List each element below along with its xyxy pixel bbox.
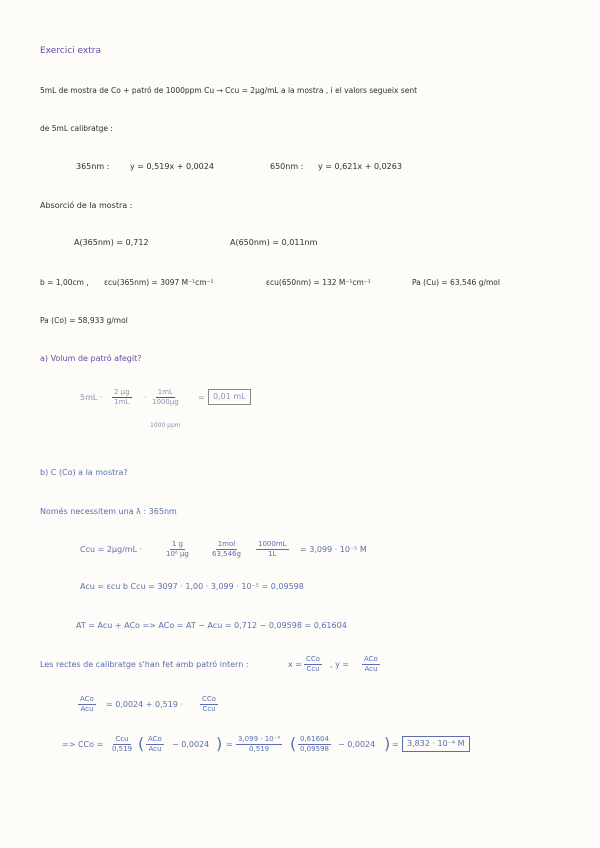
path-length: b = 1,00cm , [40,278,89,287]
ccu-f3-num: 1000mL [258,540,287,548]
eq-lhs-num: ACo [80,695,94,703]
eq-rhs-num: CCo [202,695,217,703]
y-den: Acu [364,665,378,673]
final-p1-num: ACo [148,735,162,743]
ccu-f3-den: 1L [268,550,277,558]
ccu-f1-num: 1 g [171,540,183,548]
part-b-intro: Només necessitem una λ : 365nm [40,507,177,516]
epsilon-cu-650: εcu(650nm) = 132 M⁻¹cm⁻¹ [266,278,371,287]
final-f2-den: 0,519 [249,745,270,753]
final-f2-num: 3,099 · 10⁻⁵ [238,735,281,743]
part-a-f2-num: 1mL [157,388,173,396]
y-definition-fraction [362,655,380,674]
part-a-equals: = [198,393,205,402]
page-title: Exercici extra [40,46,101,56]
acu-calculation: Acu = εcu b Ccu = 3097 · 1,00 · 3,099 · 10⁻⁵ = 0,09598 [80,582,304,591]
y-num: ACo [364,655,378,663]
final-paren-close-1: ) [216,734,223,753]
final-fraction-1 [110,735,134,754]
ccu-fraction-2 [210,540,243,559]
final-paren1-fraction [146,735,164,754]
y-definition-prefix: , y = [330,660,350,669]
final-p2-den: 0,09598 [300,745,329,753]
final-prefix: => CCo = [62,740,104,749]
final-f1-den: 0,519 [112,745,133,753]
calibration-650-label: 650nm : [270,162,304,171]
ccu-result: = 3,099 · 10⁻⁵ M [300,545,367,554]
x-definition-prefix: x = [288,660,302,669]
part-a-question: a) Volum de patró afegit? [40,354,142,363]
part-a-f1-den: 1mL [114,398,130,406]
absorbance-365: A(365nm) = 0,712 [74,238,149,247]
absorbance-heading: Absorció de la mostra : [40,201,133,210]
calibration-equation-middle: = 0,0024 + 0,519 · [106,700,184,709]
final-paren-open-1: ( [138,734,145,753]
calibration-lhs-fraction [78,695,96,714]
calibration-650-equation: y = 0,621x + 0,0263 [318,162,402,171]
internal-standard-note: Les rectes de calibratge s'han fet amb patró intern : [40,660,249,669]
final-p2-num: 0,61604 [300,735,329,743]
ccu-fraction-1 [164,540,191,559]
part-a-note: 1000 ppm [150,422,181,429]
final-fraction-2 [236,735,282,754]
part-a-prefix: 5mL · [80,393,103,402]
final-paren-open-2: ( [290,734,297,753]
epsilon-cu-365: εcu(365nm) = 3097 M⁻¹cm⁻¹ [104,278,214,287]
statement-line-1: 5mL de mostra de Co + patró de 1000ppm Cu → Ccu = 2µg/mL a la mostra , i el valors segueix sent [40,86,418,95]
ccu-f2-den: 63,546g [212,550,241,558]
total-absorbance-calculation: AT = Acu + ACo => ACo = AT − Acu = 0,712 − 0,09598 = 0,61604 [76,621,347,630]
x-definition-fraction [304,655,322,674]
calibration-365-label: 365nm : [76,162,110,171]
final-paren2-fraction [298,735,331,754]
part-a-fraction-2 [150,388,181,407]
part-a-result: 0,01 mL [208,389,251,405]
x-num: CCo [306,655,321,663]
final-paren-close-2: ) [384,734,391,753]
atomic-weight-cu: Pa (Cu) = 63,546 g/mol [412,278,500,287]
statement-line-2: de 5mL calibratge : [40,124,113,133]
calibration-365-equation: y = 0,519x + 0,0024 [130,162,214,171]
final-equals-2: = [392,740,399,749]
ccu-fraction-3 [256,540,289,559]
part-a-fraction-1 [112,388,132,407]
ccu-f2-num: 1mol [217,540,236,548]
final-result: 3,832 · 10⁻⁴ M [402,736,470,752]
absorbance-650: A(650nm) = 0,011nm [230,238,318,247]
final-equals: = [226,740,233,749]
final-paren1-tail: − 0,0024 [172,740,210,749]
part-b-question: b) C (Co) a la mostra? [40,468,128,477]
final-paren2-tail: − 0,0024 [338,740,376,749]
x-den: Ccu [306,665,320,673]
ccu-f1-den: 10⁶ µg [166,550,189,558]
part-a-f2-den: 1000µg [152,398,179,406]
calibration-rhs-fraction [200,695,218,714]
final-f1-num: Ccu [115,735,129,743]
atomic-weight-co: Pa (Co) = 58,933 g/mol [40,316,128,325]
final-p1-den: Acu [148,745,162,753]
eq-lhs-den: Acu [80,705,94,713]
part-a-f1-num: 2 µg [114,388,130,396]
ccu-prefix: Ccu = 2µg/mL · [80,545,143,554]
part-a-dot: · [144,393,147,402]
eq-rhs-den: Ccu [202,705,216,713]
